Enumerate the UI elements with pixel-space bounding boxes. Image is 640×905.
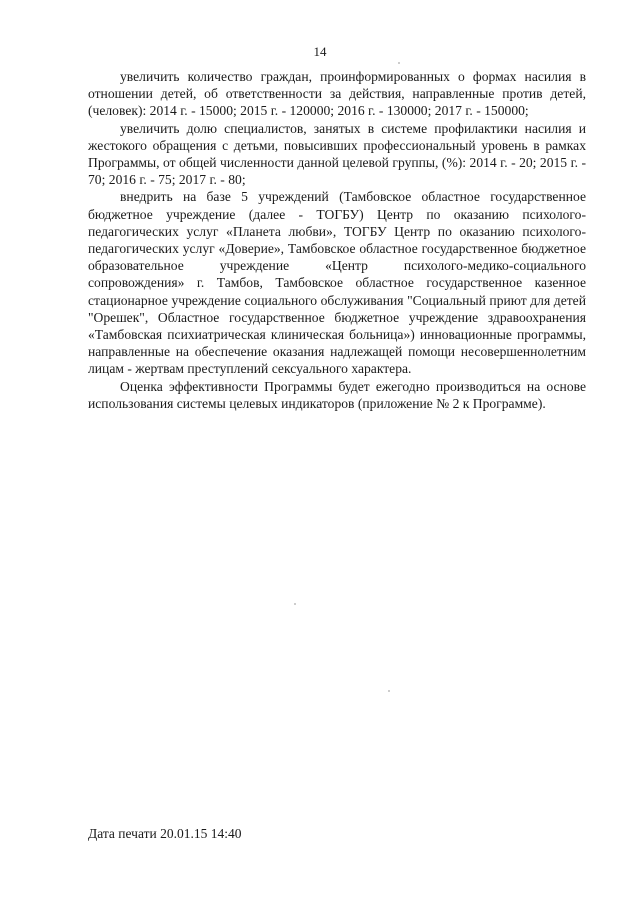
scan-speck — [388, 690, 390, 692]
document-body — [88, 68, 586, 412]
print-date-footer: Дата печати 20.01.15 14:40 — [88, 826, 242, 841]
page-number: 14 — [313, 44, 327, 59]
scan-speck — [294, 603, 296, 605]
paragraph-efficiency-assessment: Оценка эффективности Программы будет ежегодно производиться на основе использования системы целевых индикаторов (приложение № 2 к Программе). — [88, 378, 586, 411]
paragraph-specialists-share: увеличить долю специалистов, занятых в системе профилактики насилия и жестокого обращения с детьми, повысивших профессиональный уровень в рамках Программы, от общей численности данной целевой группы, (%): 2014 г. - 20; 2015 г. - 70; 2016 г. - 75; 2017 г. - 80; — [88, 120, 586, 188]
scan-speck — [398, 62, 400, 64]
paragraph-innovative-programs: внедрить на базе 5 учреждений (Тамбовское областное государственное бюджетное учреждение (далее - ТОГБУ) Центр по оказанию психолого-педагогических услуг «Планета любви», ТОГБУ Центр по оказанию психолого-педагогических услуг «Доверие», Тамбовское областное государственное бюджетное образовательное учреждение «Центр психолого-медико-социального сопровождения» г. Тамбов, Тамбовское областное государственное казенное стационарное учреждение социального обслуживания "Социальный приют для детей "Орешек", Областное государственное бюджетное учреждение здравоохранения «Тамбовская психиатрическая клиническая больница») инновационные программы, направленные на обеспечение оказания надлежащей помощи несовершеннолетним лицам - жертвам преступлений сексуального характера. — [88, 189, 586, 377]
paragraph-citizens-informed: увеличить количество граждан, проинформированных о формах насилия в отношении детей, об ответственности за действия, направленные против детей, (человек): 2014 г. - 15000; 2015 г. - 120000; 2016 г. - 130000; 2017 г. - 150000; — [88, 69, 586, 119]
